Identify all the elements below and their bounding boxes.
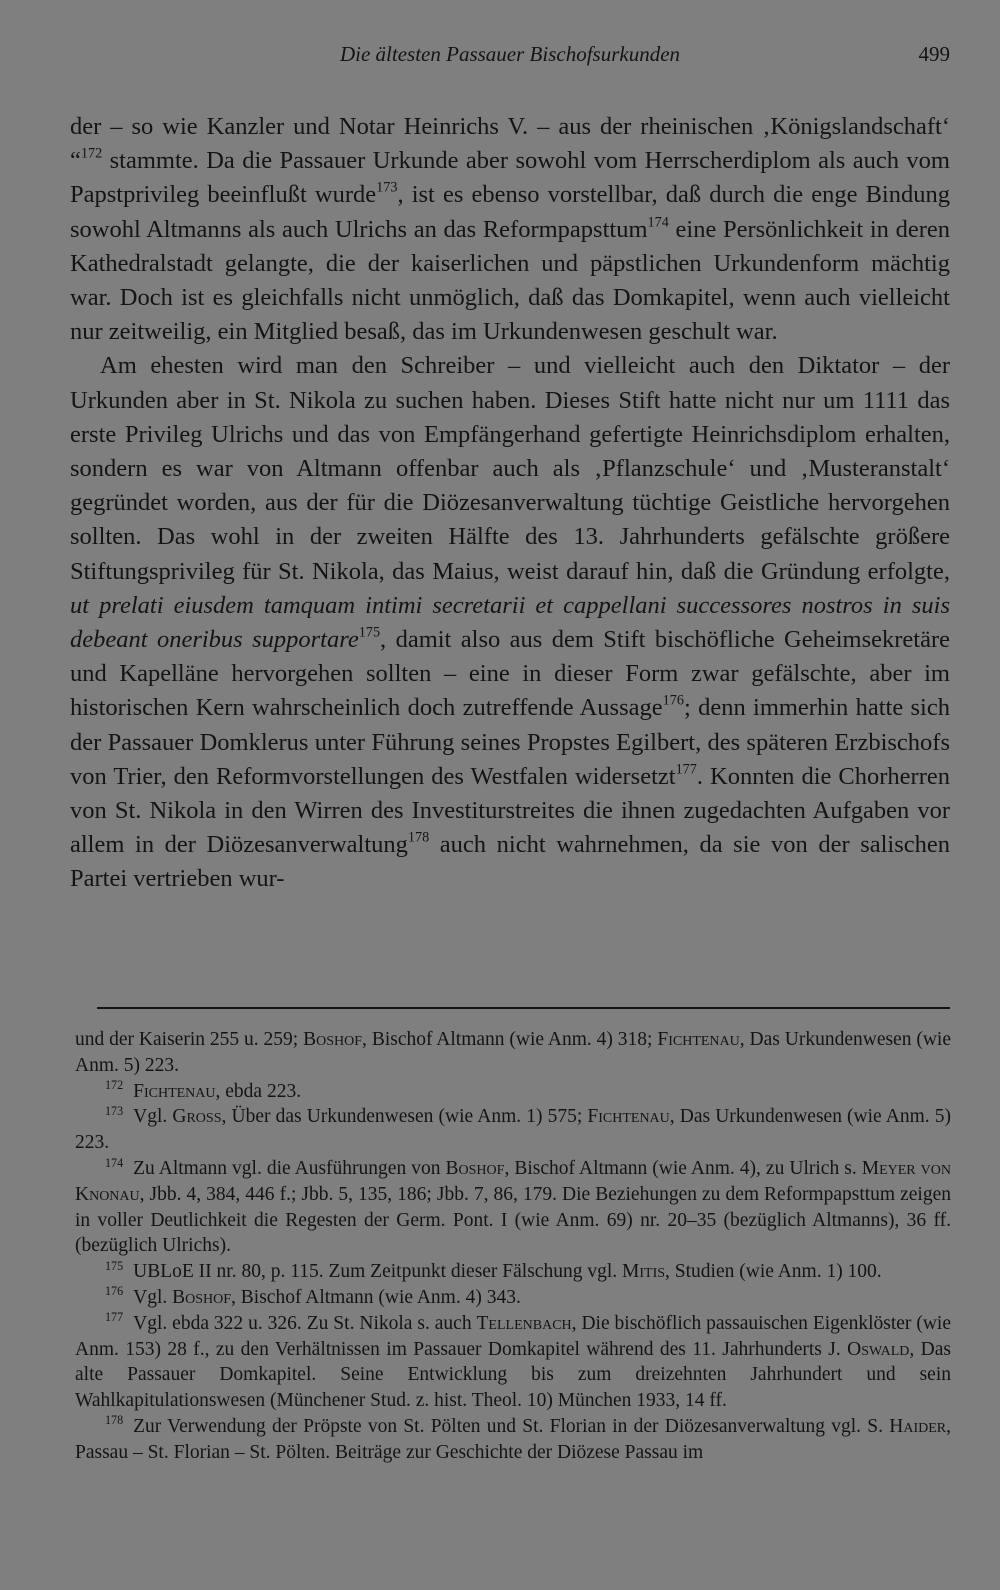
text-run: , damit also aus dem Stift bischöfliche Geheimsekretäre und Kapelläne hervorgehen sollten – eine in dieser Form zwar gefälschte, aber im historischen Kern wahrscheinlich doch zutreffende Aussage — [70, 626, 950, 722]
author-name: Fichtenau — [133, 1080, 216, 1102]
author-name: Meyer von Knonau — [75, 1157, 951, 1205]
footnote-175 — [75, 1259, 951, 1285]
author-name: Mitis — [622, 1261, 666, 1283]
author-name: Fichtenau — [657, 1029, 740, 1050]
paragraph — [70, 110, 950, 349]
paragraph — [70, 349, 950, 896]
text-run: , Das Urkundenwesen (wie Anm. 5) 223. — [75, 1106, 951, 1154]
text-run: , Das alte Passauer Domkapitel. Seine Entwicklung bis zum dreizehnten Jahrhundert und sein Wahlkapitulationswesen (Münchener Stud. z. hist. Theol. 10) München 1933, 14 ff. — [75, 1338, 952, 1412]
footnote-number: 178 — [105, 1413, 124, 1428]
text-run: stammte. Da die Passauer Urkunde aber sowohl vom Herrscherdiplom als auch vom Papstprivileg beeinflußt wurde — [70, 147, 950, 209]
footnote-173 — [75, 1104, 951, 1156]
author-name: Haider — [889, 1415, 947, 1437]
text-run: UBLoE II nr. 80, p. 115. Zum Zeitpunkt dieser Fälschung vgl. — [133, 1261, 623, 1283]
text-run: , ist es ebenso vorstellbar, daß durch die enge Bindung sowohl Altmanns als auch Ulrichs an das Reformpapsttum — [70, 181, 950, 243]
text-run: . Konnten die Chorherren von St. Nikola in den Wirren des Investiturstreites die ihnen zugedachten Aufgaben vor allem in der Diözesanverwaltung — [70, 762, 950, 859]
footnote-reference: 173 — [376, 179, 398, 196]
footnote-number: 175 — [105, 1258, 124, 1273]
text-run: Vgl. ebda 322 u. 326. Zu St. Nikola s. auch — [133, 1312, 477, 1334]
text-run: Zu Altmann vgl. die Ausführungen von — [133, 1157, 446, 1179]
author-name: Boshof — [303, 1029, 363, 1050]
running-head — [70, 40, 950, 70]
author-name: Gross — [172, 1106, 222, 1128]
main-text — [70, 110, 950, 897]
author-name: Boshof — [445, 1157, 505, 1179]
text-run: , ebda 223. — [215, 1080, 302, 1102]
text-run: auch nicht wahrnehmen, da sie von der salischen Partei vertrieben wur- — [70, 831, 950, 893]
footnote-reference: 174 — [647, 213, 669, 230]
text-run: und der Kaiserin 255 u. 259; — [75, 1029, 304, 1050]
footnote-number: 176 — [105, 1284, 124, 1299]
footnote-number: 173 — [105, 1103, 124, 1118]
text-run: , Passau – St. Florian – St. Pölten. Beiträge zur Geschichte der Diözese Passau im — [75, 1415, 951, 1463]
footnote-continuation — [75, 1027, 951, 1079]
text-run: Am ehesten wird man den Schreiber – und vielleicht auch den Diktator – der Urkunden aber in St. Nikola zu suchen haben. Dieses Stift hatte nicht nur um 1111 das erste Privileg Ulrichs und das von Empfängerhand gefertigte Heinrichsdiplom erhalten, sondern es war von Altmann offenbar auch als ‚Pflanzschule‘ und ‚Musteranstalt‘ gegründet worden, aus der für die Diözesanverwaltung tüchtige Geistliche hervorgehen sollten. Das wohl in der zweiten Hälfte des 13. Jahrhunderts gefälschte größere Stiftungsprivileg für St. Nikola, das Maius, weist darauf hin, daß die Gründung erfolgte, — [70, 352, 950, 585]
text-run: , Bischof Altmann (wie Anm. 4), zu Ulrich s. — [504, 1157, 862, 1179]
footnote-separator-rule — [97, 1007, 950, 1009]
text-run: Zur Verwendung der Pröpste von St. Pölten und St. Florian in der Diözesanverwaltung vgl. S. — [133, 1415, 890, 1437]
text-run: eine Persönlichkeit in deren Kathedralstadt gelangte, die der kaiserlichen und päpstlichen Urkundenform mächtig war. Doch ist es gleichfalls nicht unmöglich, daß das Domkapitel, wenn auch vielleicht nur zeitweilig, ein Mitglied besaß, das im Urkundenwesen geschult war. — [70, 215, 950, 346]
text-run: , Die bischöflich passauischen Eigenklöster (wie Anm. 153) 28 f., zu den Verhältnissen im Passauer Domkapitel während des 11. Jahrhunderts J. — [75, 1312, 951, 1360]
footnote-174 — [75, 1156, 951, 1259]
text-run: , Studien (wie Anm. 1) 100. — [665, 1261, 882, 1283]
text-run: , Jbb. 4, 384, 446 f.; Jbb. 5, 135, 186; Jbb. 7, 86, 179. Die Beziehungen zu dem Reformpapsttum zeigen in voller Deutlichkeit die Regesten der Germ. Pont. I (wie Anm. 69) nr. 20–35 (bezüglich Altmanns), 36 ff. (bezüglich Ulrichs). — [75, 1183, 951, 1257]
footnote-reference: 172 — [80, 145, 103, 162]
footnote-reference: 176 — [662, 692, 684, 709]
text-run: der – so wie Kanzler und Notar Heinrichs V. – aus der rheinischen ‚Königslandschaft‘ “ — [70, 113, 950, 175]
footnote-number: 172 — [105, 1078, 124, 1093]
footnote-177 — [75, 1311, 951, 1414]
footnote-reference: 175 — [358, 624, 381, 641]
text-run: , Bischof Altmann (wie Anm. 4) 318; — [362, 1029, 658, 1050]
author-name: Tellenbach — [476, 1312, 572, 1334]
latin-quotation: ut prelati eiusdem tamquam intimi secretarii et cappellani successores nostros in suis debeant oneribus supportare — [70, 591, 950, 654]
footnote-number: 174 — [105, 1155, 124, 1170]
footnote-176 — [75, 1285, 951, 1311]
running-head-title: Die ältesten Passauer Bischofsurkunden — [339, 42, 681, 66]
text-run: Vgl. — [133, 1286, 173, 1308]
text-run: ; denn immerhin hatte sich der Passauer Domklerus unter Führung seines Propstes Egilbert, des späteren Erzbischofs von Trier, den Reformvorstellungen des Westfalen widersetzt — [70, 694, 950, 790]
author-name: Oswald — [847, 1338, 910, 1360]
text-run: Vgl. — [133, 1106, 173, 1128]
footnote-172 — [75, 1079, 951, 1105]
author-name: Fichtenau — [587, 1106, 670, 1128]
page-number: 499 — [918, 42, 950, 66]
footnote-reference: 178 — [407, 829, 430, 846]
footnote-reference: 177 — [675, 761, 697, 778]
footnote-178 — [75, 1414, 951, 1466]
text-run: , Das Urkundenwesen (wie Anm. 5) 223. — [75, 1029, 952, 1076]
author-name: Boshof — [172, 1286, 232, 1308]
text-run: , Bischof Altmann (wie Anm. 4) 343. — [231, 1286, 521, 1308]
footnote-number: 177 — [105, 1310, 124, 1325]
footnotes — [75, 1027, 951, 1466]
text-run: , Über das Urkundenwesen (wie Anm. 1) 575; — [221, 1106, 588, 1128]
